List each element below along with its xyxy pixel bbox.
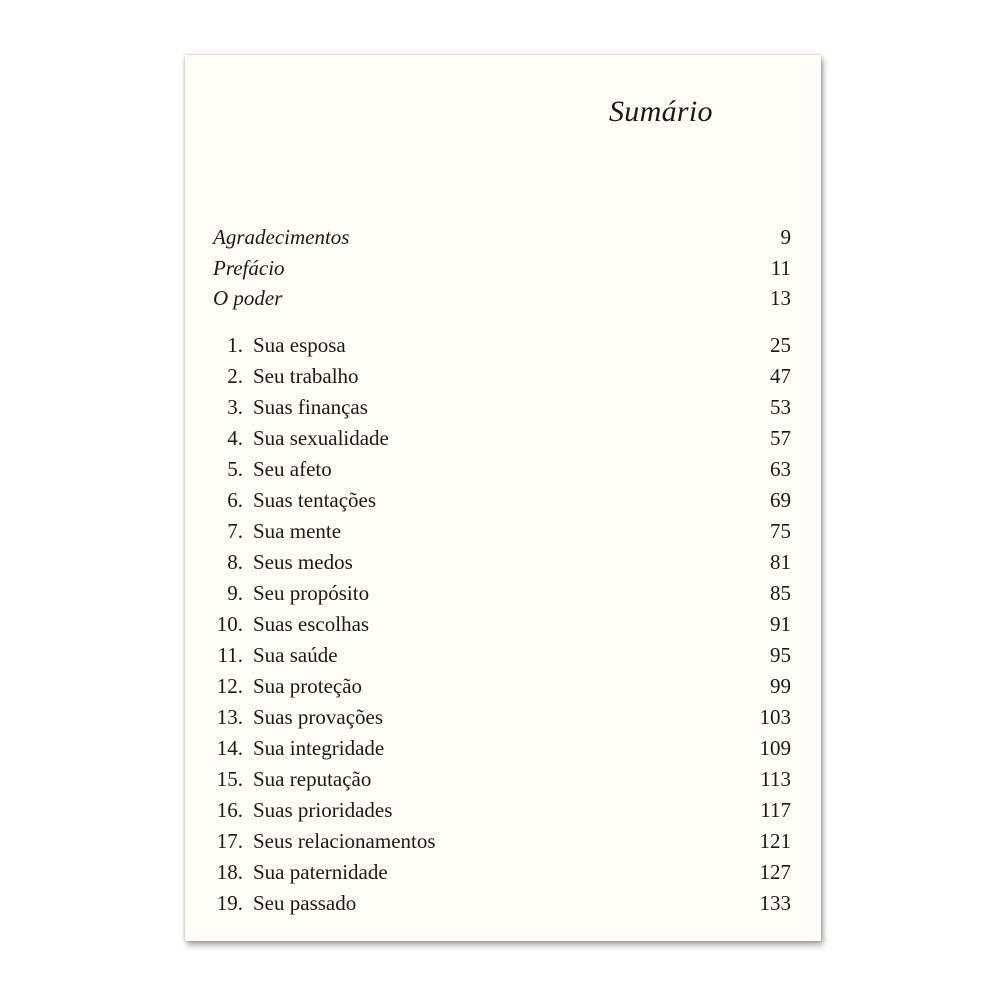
chapter-title: Seu passado <box>253 891 357 915</box>
chapter-item <box>213 330 791 361</box>
chapter-title: Suas tentações <box>253 488 377 512</box>
chapter-item <box>213 702 791 733</box>
front-matter-item <box>213 253 791 284</box>
chapter-title: Sua reputação <box>253 767 372 791</box>
chapter-item <box>213 423 791 454</box>
page-number: 53 <box>770 395 791 419</box>
chapter-number: 11. <box>217 643 243 667</box>
chapter-item <box>213 485 791 516</box>
chapter-number: 14. <box>216 736 243 760</box>
book-page <box>185 55 821 941</box>
chapter-number: 13. <box>216 705 243 729</box>
chapter-item <box>213 795 791 826</box>
chapter-number: 7. <box>227 519 243 543</box>
page-number: 95 <box>770 643 791 667</box>
chapter-title: Seu trabalho <box>253 364 359 388</box>
chapter-number: 2. <box>227 364 243 388</box>
page-number: 81 <box>770 550 791 574</box>
chapter-title: Suas escolhas <box>253 612 370 636</box>
chapter-title: Seu afeto <box>253 457 332 481</box>
chapter-item <box>213 671 791 702</box>
chapter-item <box>213 888 791 919</box>
page-number: 63 <box>770 457 791 481</box>
chapter-number: 1. <box>227 333 243 357</box>
chapter-title: Seus relacionamentos <box>253 829 436 853</box>
chapter-title: Suas finanças <box>253 395 368 419</box>
chapter-title: Sua integridade <box>253 736 385 760</box>
chapter-list <box>213 330 791 919</box>
chapter-title: Sua sexualidade <box>253 426 389 450</box>
chapter-item <box>213 361 791 392</box>
chapter-item <box>213 516 791 547</box>
chapter-title: Sua mente <box>253 519 342 543</box>
page-number: 127 <box>759 860 791 884</box>
chapter-item <box>213 826 791 857</box>
chapter-title: Sua paternidade <box>253 860 388 884</box>
page-number: 11 <box>770 255 791 280</box>
chapter-number: 17. <box>216 829 243 853</box>
page-number: 109 <box>759 736 791 760</box>
entry-label: O poder <box>213 286 283 310</box>
page-number: 75 <box>770 519 791 543</box>
chapter-item <box>213 454 791 485</box>
chapter-number: 3. <box>227 395 243 419</box>
chapter-item <box>213 578 791 609</box>
chapter-item <box>213 733 791 764</box>
page-number: 121 <box>759 829 791 853</box>
chapter-item <box>213 609 791 640</box>
chapter-title: Suas provações <box>253 705 384 729</box>
front-matter-list <box>213 222 791 314</box>
chapter-item <box>213 640 791 671</box>
chapter-number: 6. <box>227 488 243 512</box>
front-matter-item <box>213 283 791 314</box>
page-number: 85 <box>770 581 791 605</box>
page-number: 103 <box>759 705 791 729</box>
chapter-number: 19. <box>216 891 243 915</box>
chapter-number: 10. <box>216 612 243 636</box>
chapter-title: Suas prioridades <box>253 798 393 822</box>
page-number: 113 <box>760 767 791 791</box>
page-number: 25 <box>770 333 791 357</box>
page-number: 117 <box>760 798 791 822</box>
chapter-number: 12. <box>216 674 243 698</box>
entry-label: Agradecimentos <box>213 225 350 249</box>
chapter-title: Seu propósito <box>253 581 370 605</box>
chapter-number: 16. <box>216 798 243 822</box>
front-matter-item <box>213 222 791 253</box>
page-number: 13 <box>770 286 791 310</box>
page-number: 99 <box>770 674 791 698</box>
chapter-title: Sua saúde <box>253 643 338 667</box>
page-number: 47 <box>770 364 791 388</box>
chapter-item <box>213 392 791 423</box>
chapter-number: 15. <box>216 767 243 791</box>
chapter-number: 8. <box>227 550 243 574</box>
entry-label: Prefácio <box>213 255 285 280</box>
page-number: 91 <box>770 612 791 636</box>
chapter-title: Sua esposa <box>253 333 346 357</box>
chapter-item <box>213 764 791 795</box>
page-number: 133 <box>759 891 791 915</box>
page-number: 57 <box>770 426 791 450</box>
chapter-title: Sua proteção <box>253 674 363 698</box>
chapter-number: 18. <box>216 860 243 884</box>
chapter-number: 9. <box>227 581 243 605</box>
chapter-number: 5. <box>227 457 243 481</box>
chapter-item <box>213 547 791 578</box>
chapter-title: Seus medos <box>253 550 353 574</box>
chapter-number: 4. <box>227 426 243 450</box>
page-title: Sumário <box>609 95 713 128</box>
page-number: 9 <box>780 225 791 249</box>
page-number: 69 <box>770 488 791 512</box>
chapter-item <box>213 857 791 888</box>
